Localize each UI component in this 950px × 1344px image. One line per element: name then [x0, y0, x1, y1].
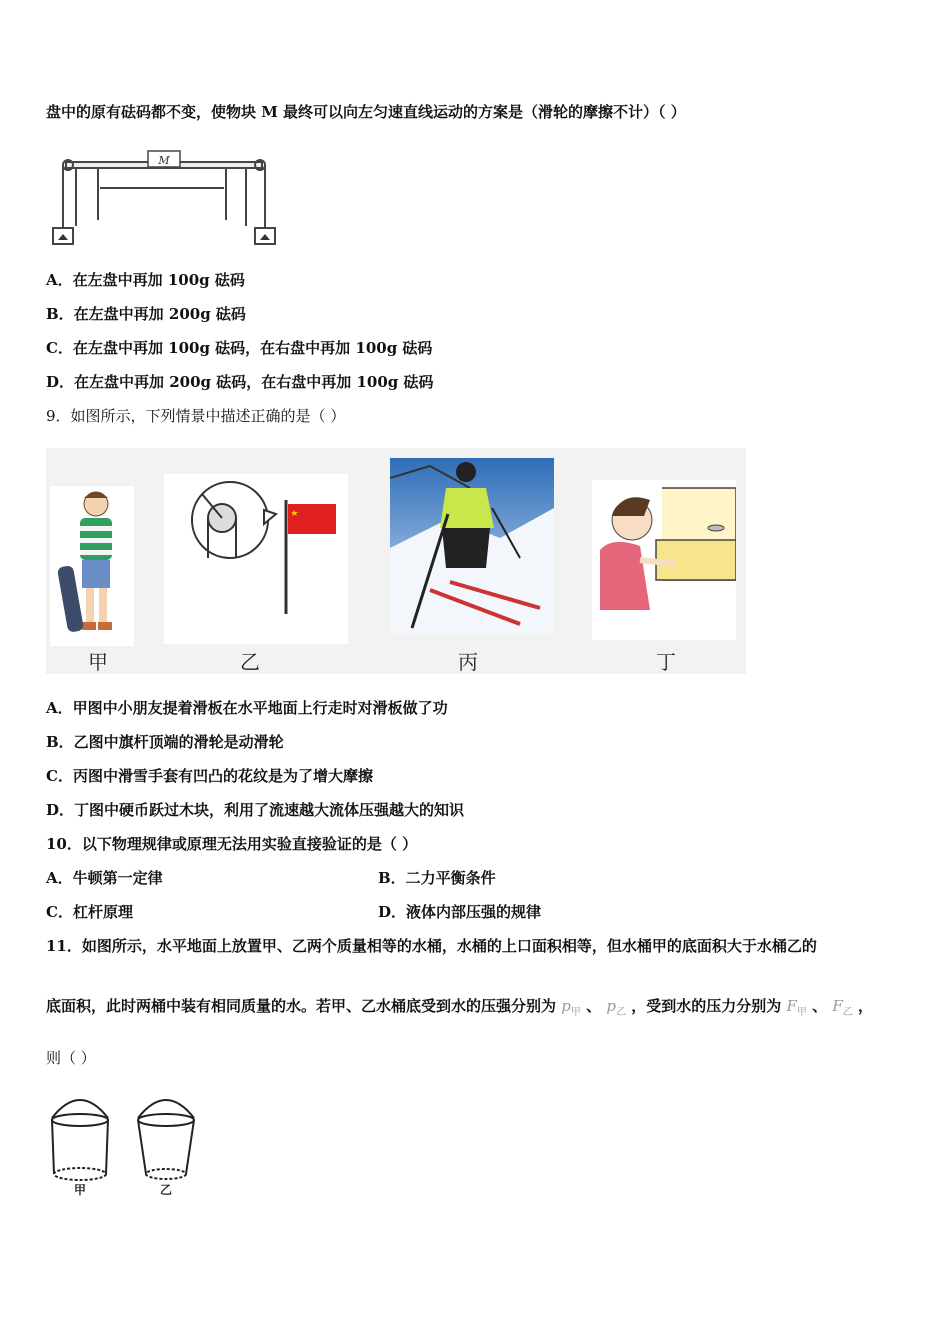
q8-option-c: C．在左盘中再加 100g 砝码，在右盘中再加 100g 砝码 [46, 339, 433, 357]
q9-image-jia [50, 486, 134, 646]
q11-sep2: 、 [812, 997, 828, 1015]
q9-figure-panel [46, 448, 746, 674]
q10-stem: 10．以下物理规律或原理无法用实验直接验证的是（ ） [46, 835, 418, 853]
q10-option-c: C．杠杆原理 [46, 903, 133, 921]
q11-line2-a: 底面积，此时两桶中装有相同质量的水。若甲、乙水桶底受到水的压强分别为 [46, 997, 557, 1015]
q9-image-bing [390, 458, 554, 634]
q11-stem-line1: 11．如图所示，水平地面上放置甲、乙两个质量相等的水桶，水桶的上口面积相等，但水桶甲的底面积大于水桶乙的 [46, 937, 817, 955]
q11-stem-line2 [46, 996, 873, 1023]
q9-image-ding [592, 480, 736, 640]
q8-option-b: B．在左盘中再加 200g 砝码 [46, 305, 246, 323]
q11-f-yi: $F_乙$ [832, 997, 853, 1018]
q9-label-bing: 丙 [458, 650, 478, 674]
q9-label-ding: 丁 [656, 650, 676, 674]
q8-option-a: A．在左盘中再加 100g 砝码 [46, 271, 245, 289]
q9-label-yi: 乙 [240, 650, 260, 674]
q8-pulley-figure [48, 148, 280, 250]
q11-p-jia: $p_甲$ [561, 997, 581, 1018]
q11-line2-b: ，受到水的压力分别为 [631, 997, 782, 1015]
q9-option-d: D．丁图中硬币跃过木块，利用了流速越大流体压强越大的知识 [46, 801, 465, 819]
q11-p-yi: $p_乙$ [606, 997, 626, 1018]
block-m-label: M [158, 154, 170, 167]
q9-option-c: C．丙图中滑雪手套有凹凸的花纹是为了增大摩擦 [46, 767, 373, 785]
q9-label-jia: 甲 [88, 650, 108, 674]
q8-option-d: D．在左盘中再加 200g 砝码，在右盘中再加 100g 砝码 [46, 373, 434, 391]
q10-option-b: B．二力平衡条件 [378, 869, 496, 887]
q11-line2-c: ， [858, 997, 874, 1015]
q9-option-a: A．甲图中小朋友提着滑板在水平地面上行走时对滑板做了功 [46, 699, 448, 717]
bucket-jia-label: 甲 [73, 1183, 87, 1197]
q9-stem: 9．如图所示，下列情景中描述正确的是（ ） [46, 407, 346, 425]
q8-stem-tail: 盘中的原有砝码都不变，使物块 M 最终可以向左匀速直线运动的方案是（滑轮的摩擦不计）（ ） [46, 103, 686, 121]
q11-sep1: 、 [586, 997, 602, 1015]
q10-option-d: D．液体内部压强的规律 [378, 903, 542, 921]
q10-option-a: A．牛顿第一定律 [46, 869, 163, 887]
q11-f-jia: $F_甲$ [786, 997, 807, 1018]
q11-stem-line3: 则（ ） [46, 1049, 96, 1067]
q9-option-b: B．乙图中旗杆顶端的滑轮是动滑轮 [46, 733, 284, 751]
bucket-yi-label: 乙 [159, 1183, 173, 1197]
q11-buckets-figure [46, 1086, 206, 1198]
q9-image-yi [164, 474, 348, 644]
